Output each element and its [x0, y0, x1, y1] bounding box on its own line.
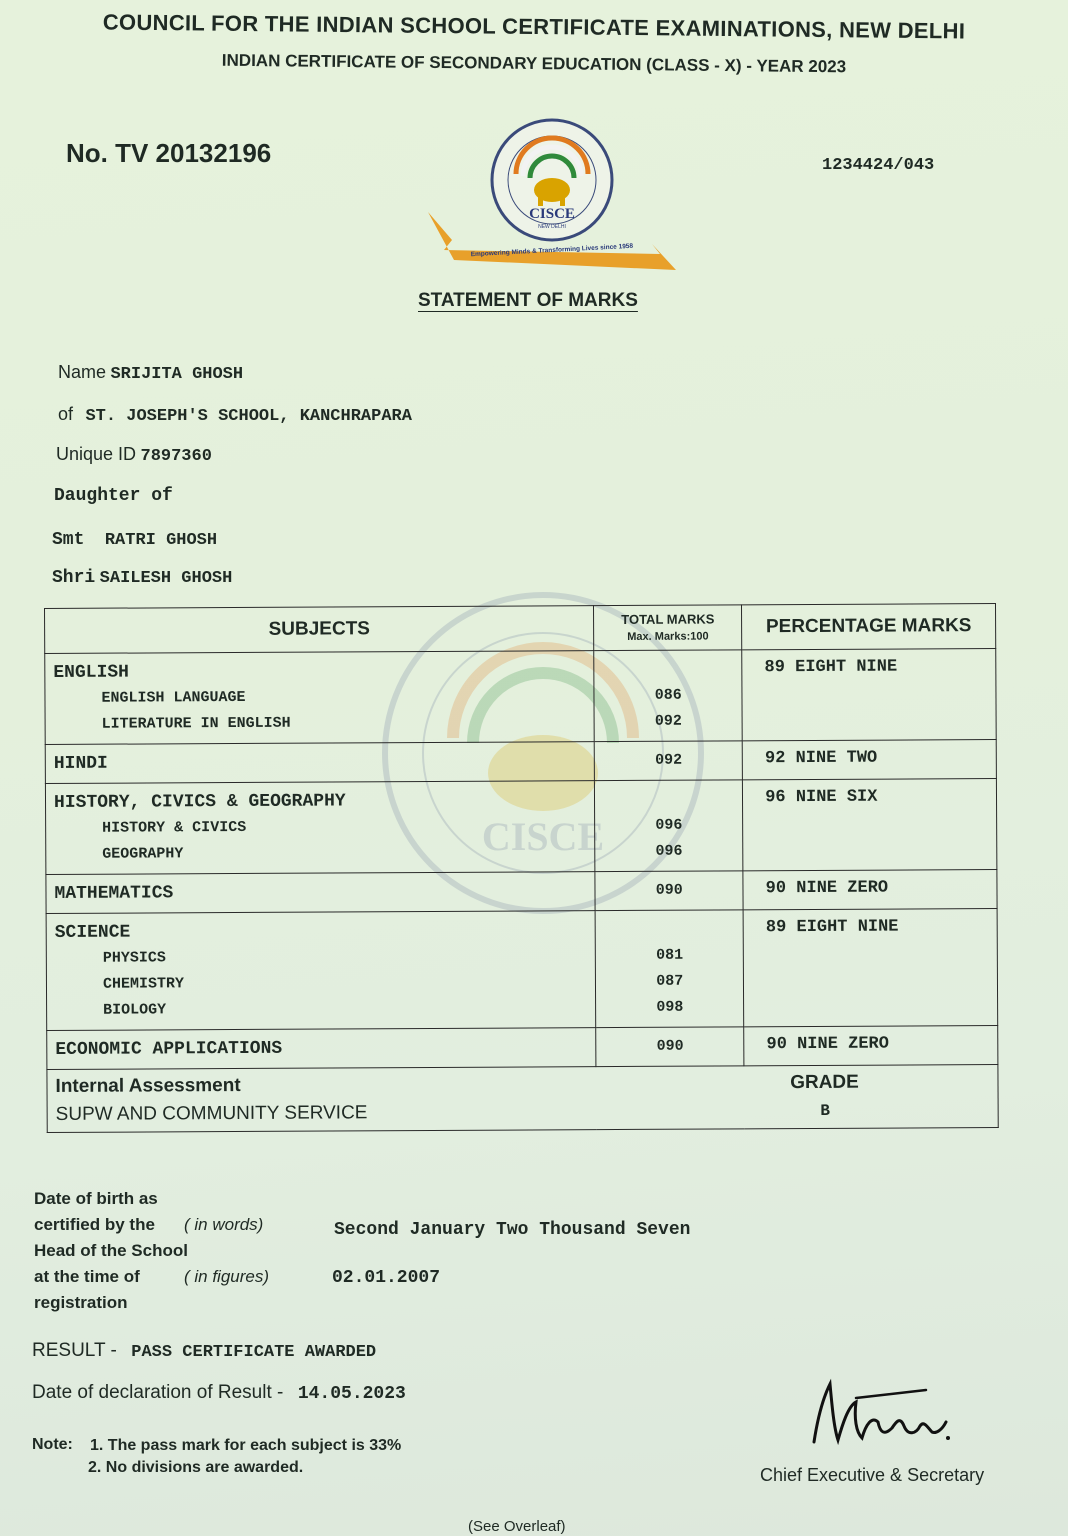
- subject-eca: ECONOMIC APPLICATIONS: [55, 1038, 283, 1060]
- subject-hindi: HINDI: [53, 753, 108, 774]
- subject-hc: HISTORY & CIVICS: [102, 818, 247, 837]
- english-marks-cell: [594, 650, 742, 742]
- hindi-marks-cell: [595, 741, 743, 781]
- pct-hcg: 96 NINE SIX: [743, 779, 997, 871]
- council-title: COUNCIL FOR THE INDIAN SCHOOL CERTIFICATE EXAMINATIONS, NEW DELHI: [102, 9, 966, 44]
- dob-l3: Head of the School: [34, 1241, 188, 1260]
- hcg-marks-cell: [595, 780, 743, 872]
- subject-geo: GEOGRAPHY: [102, 845, 184, 863]
- header-total: [594, 605, 742, 651]
- supw-label: SUPW AND COMMUNITY SERVICE: [55, 1102, 368, 1125]
- declaration-date: 14.05.2023: [297, 1384, 406, 1404]
- subject-eng-lang: ENGLISH LANGUAGE: [101, 688, 246, 707]
- table-row: [46, 870, 997, 914]
- note-label: Note:: [32, 1436, 73, 1453]
- note-2: 2. No divisions are awarded.: [88, 1459, 304, 1476]
- subject-science: SCIENCE: [54, 922, 131, 943]
- declaration-label: Date of declaration of Result -: [32, 1382, 284, 1403]
- subject-math: MATHEMATICS: [54, 883, 174, 904]
- result-row: [32, 1340, 376, 1362]
- math-marks-cell: [595, 871, 743, 911]
- pct-english: 89 EIGHT NINE: [742, 649, 996, 741]
- statement-title: STATEMENT OF MARKS: [418, 290, 638, 311]
- dob-words: Second January Two Thousand Seven: [334, 1220, 691, 1240]
- mother-label: Smt: [52, 530, 85, 550]
- school-name: ST. JOSEPH'S SCHOOL, KANCHRAPARA: [85, 407, 412, 426]
- marks-eng-lang: 086: [654, 686, 682, 704]
- header-subjects: SUBJECTS: [45, 606, 595, 654]
- father-name: SAILESH GHOSH: [99, 569, 233, 588]
- mother-row: [52, 530, 217, 550]
- uid-value: 7897360: [140, 447, 212, 466]
- dob-l5: registration: [34, 1293, 128, 1312]
- eca-cell: [47, 1028, 597, 1070]
- grade-label: GRADE: [790, 1071, 859, 1094]
- header-total-sub: Max. Marks:100: [627, 630, 709, 643]
- hindi-cell: [45, 742, 595, 784]
- table-header-row: [45, 604, 996, 654]
- result-label: RESULT -: [32, 1340, 117, 1361]
- name-label: Name: [58, 362, 107, 382]
- uid-row: [56, 444, 212, 466]
- header-total-label: TOTAL MARKS: [621, 610, 715, 627]
- marks-geo: 096: [655, 842, 683, 860]
- marks-hindi: 092: [655, 751, 683, 769]
- dob-l2: certified by the: [34, 1215, 155, 1234]
- relation-label: Daughter of: [54, 486, 173, 506]
- marks-eng-lit: 092: [654, 712, 682, 730]
- dob-l4: at the time of: [34, 1267, 140, 1286]
- logo-ribbon: Empowering Minds & Transforming Lives since 1958: [470, 242, 634, 259]
- mother-name: RATRI GHOSH: [104, 531, 218, 550]
- logo-text: CISCE: [529, 206, 575, 222]
- school-label: of: [58, 404, 74, 424]
- marks-biology: 098: [656, 998, 684, 1016]
- certificate-number: No. TV 20132196: [66, 138, 272, 168]
- marks-math: 090: [655, 881, 683, 899]
- name-row: [58, 362, 243, 384]
- table-row: [47, 1026, 998, 1070]
- dob-label-block: [34, 1186, 188, 1316]
- watermark-text: CISCE: [481, 814, 605, 859]
- grade-value: B: [820, 1101, 830, 1120]
- marks-physics: 081: [656, 946, 684, 964]
- dob-figures: 02.01.2007: [332, 1268, 441, 1288]
- table-row: [45, 740, 996, 784]
- math-cell: [46, 872, 596, 914]
- father-label: Shri: [52, 568, 96, 588]
- subject-biology: BIOLOGY: [103, 1001, 167, 1019]
- marks-table: [44, 603, 999, 1133]
- signatory-title: Chief Executive & Secretary: [760, 1465, 985, 1485]
- pct-hindi: 92 NINE TWO: [742, 740, 996, 780]
- subject-chemistry: CHEMISTRY: [102, 975, 185, 993]
- english-cell: [45, 651, 595, 745]
- father-row: [52, 568, 232, 588]
- logo-sub: NEW DELHI: [538, 224, 566, 230]
- marks-chemistry: 087: [656, 972, 684, 990]
- in-figures-label: ( in figures): [184, 1267, 270, 1286]
- note-1: 1. The pass mark for each subject is 33%: [90, 1437, 402, 1454]
- table-row: [45, 649, 996, 745]
- serial-number: 1234424/043: [822, 156, 935, 175]
- hcg-cell: [45, 781, 595, 875]
- eca-marks-cell: [596, 1027, 744, 1067]
- school-row: [58, 404, 412, 426]
- header-percentage: PERCENTAGE MARKS: [742, 604, 996, 650]
- marks-eca: 090: [656, 1037, 684, 1055]
- subject-hcg: HISTORY, CIVICS & GEOGRAPHY: [53, 791, 346, 813]
- pct-eca: 90 NINE ZERO: [744, 1026, 998, 1066]
- subject-physics: PHYSICS: [102, 949, 166, 967]
- table-row: [45, 779, 996, 875]
- grade-cell: [744, 1065, 998, 1129]
- science-marks-cell: [595, 910, 743, 1028]
- science-cell: [46, 911, 596, 1031]
- marks-hc: 096: [655, 816, 683, 834]
- result-value: PASS CERTIFICATE AWARDED: [131, 1343, 377, 1362]
- exam-title: INDIAN CERTIFICATE OF SECONDARY EDUCATION (CLASS - X) - YEAR 2023: [221, 50, 847, 77]
- internal-assessment-row: [47, 1065, 998, 1133]
- student-name: SRIJITA GHOSH: [110, 365, 244, 384]
- in-words-label: ( in words): [184, 1215, 264, 1234]
- pct-science: 89 EIGHT NINE: [743, 909, 997, 1027]
- uid-label: Unique ID: [56, 444, 137, 464]
- pct-math: 90 NINE ZERO: [743, 870, 997, 910]
- footer-overleaf: (See Overleaf): [468, 1518, 566, 1535]
- signature: [796, 1376, 966, 1456]
- dob-l1: Date of birth as: [34, 1189, 158, 1208]
- subject-english: ENGLISH: [53, 662, 130, 683]
- ia-cell: [47, 1066, 745, 1133]
- table-row: [46, 909, 998, 1031]
- declaration-row: [32, 1382, 406, 1404]
- subject-eng-lit: LITERATURE IN ENGLISH: [101, 714, 291, 733]
- ia-label: Internal Assessment: [55, 1074, 241, 1097]
- cisce-logo: [424, 112, 680, 280]
